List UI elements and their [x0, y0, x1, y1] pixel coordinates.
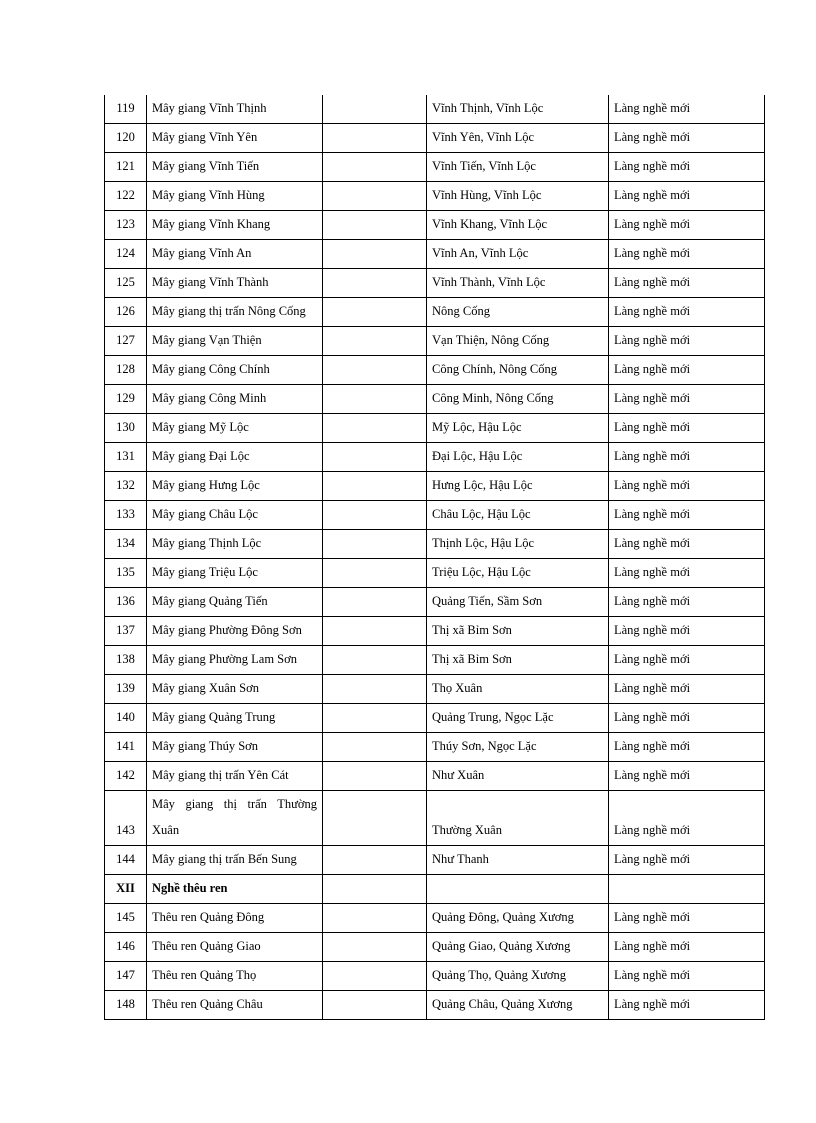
table-row — [105, 991, 765, 1020]
village-status: Làng nghề mới — [609, 124, 765, 153]
table-row — [105, 704, 765, 733]
village-location: Vĩnh Thành, Vĩnh Lộc — [427, 269, 609, 298]
row-number: 134 — [105, 530, 147, 559]
row-number: 129 — [105, 385, 147, 414]
village-location: Hưng Lộc, Hậu Lộc — [427, 472, 609, 501]
village-name: Mây giang Hưng Lộc — [147, 472, 323, 501]
table-row — [105, 472, 765, 501]
blank-cell — [323, 762, 427, 791]
village-name: Thêu ren Quảng Thọ — [147, 962, 323, 991]
row-number: 139 — [105, 675, 147, 704]
table-row — [105, 846, 765, 875]
village-name: Mây giang Công Minh — [147, 385, 323, 414]
table-row — [105, 675, 765, 704]
village-location: Vĩnh Thịnh, Vĩnh Lộc — [427, 95, 609, 124]
village-location: Vĩnh An, Vĩnh Lộc — [427, 240, 609, 269]
village-status: Làng nghề mới — [609, 240, 765, 269]
village-name: Mây giang Vạn Thiện — [147, 327, 323, 356]
village-name: Mây giang Xuân Sơn — [147, 675, 323, 704]
blank-cell — [323, 617, 427, 646]
village-status: Làng nghề mới — [609, 153, 765, 182]
village-status: Làng nghề mới — [609, 904, 765, 933]
row-number: 144 — [105, 846, 147, 875]
table-row — [105, 298, 765, 327]
village-status: Làng nghề mới — [609, 617, 765, 646]
row-number: 119 — [105, 95, 147, 124]
village-name: Mây giang Triệu Lộc — [147, 559, 323, 588]
table-row — [105, 327, 765, 356]
table-row — [105, 733, 765, 762]
blank-cell — [323, 962, 427, 991]
village-status: Làng nghề mới — [609, 501, 765, 530]
row-number: 146 — [105, 933, 147, 962]
village-location: Vĩnh Hùng, Vĩnh Lộc — [427, 182, 609, 211]
table-row — [105, 95, 765, 124]
row-number: 123 — [105, 211, 147, 240]
blank-cell — [323, 933, 427, 962]
blank-cell — [323, 559, 427, 588]
table-row — [105, 269, 765, 298]
village-name: Mây giang Phường Lam Sơn — [147, 646, 323, 675]
village-location: Như Thanh — [427, 846, 609, 875]
row-number: 137 — [105, 617, 147, 646]
table-row — [105, 385, 765, 414]
village-status: Làng nghề mới — [609, 182, 765, 211]
table-row — [105, 211, 765, 240]
village-status: Làng nghề mới — [609, 559, 765, 588]
village-name: Mây giang Vĩnh Thành — [147, 269, 323, 298]
village-status: Làng nghề mới — [609, 472, 765, 501]
village-name: Mây giang thị trấn Thường Xuân — [147, 791, 323, 846]
row-number: 132 — [105, 472, 147, 501]
table-row — [105, 356, 765, 385]
village-name: Mây giang Thúy Sơn — [147, 733, 323, 762]
table-row — [105, 762, 765, 791]
village-status: Làng nghề mới — [609, 211, 765, 240]
row-number: 125 — [105, 269, 147, 298]
table-row — [105, 791, 765, 846]
village-name: Mây giang Đại Lộc — [147, 443, 323, 472]
blank-cell — [323, 240, 427, 269]
row-number: 140 — [105, 704, 147, 733]
village-location: Quảng Đông, Quảng Xương — [427, 904, 609, 933]
village-name: Mây giang Thịnh Lộc — [147, 530, 323, 559]
village-name: Thêu ren Quảng Châu — [147, 991, 323, 1020]
row-number: 135 — [105, 559, 147, 588]
table-row — [105, 501, 765, 530]
village-location: Thị xã Bỉm Sơn — [427, 646, 609, 675]
table-row — [105, 617, 765, 646]
blank-cell — [323, 704, 427, 733]
village-name: Mây giang Vĩnh An — [147, 240, 323, 269]
village-location: Vĩnh Yên, Vĩnh Lộc — [427, 124, 609, 153]
village-location: Vạn Thiện, Nông Cống — [427, 327, 609, 356]
blank-cell — [323, 501, 427, 530]
table-row — [105, 962, 765, 991]
village-name: Mây giang thị trấn Yên Cát — [147, 762, 323, 791]
village-status: Làng nghề mới — [609, 846, 765, 875]
village-location: Quảng Giao, Quảng Xương — [427, 933, 609, 962]
village-name: Mây giang Quảng Tiến — [147, 588, 323, 617]
blank-cell — [323, 733, 427, 762]
blank-cell — [323, 269, 427, 298]
village-status: Làng nghề mới — [609, 385, 765, 414]
table-row — [105, 588, 765, 617]
blank-cell — [323, 588, 427, 617]
village-location: Mỹ Lộc, Hậu Lộc — [427, 414, 609, 443]
blank-cell — [323, 211, 427, 240]
blank-cell — [323, 356, 427, 385]
row-number: 120 — [105, 124, 147, 153]
blank-cell — [323, 385, 427, 414]
row-number: 143 — [105, 791, 147, 846]
blank-cell — [323, 675, 427, 704]
craft-village-table — [104, 95, 765, 1020]
village-status: Làng nghề mới — [609, 95, 765, 124]
village-location: Quảng Thọ, Quảng Xương — [427, 962, 609, 991]
table-row — [105, 904, 765, 933]
village-location: Thị xã Bỉm Sơn — [427, 617, 609, 646]
table-row — [105, 933, 765, 962]
table-row — [105, 414, 765, 443]
village-location — [427, 875, 609, 904]
blank-cell — [323, 124, 427, 153]
village-name: Mây giang Châu Lộc — [147, 501, 323, 530]
village-location: Thịnh Lộc, Hậu Lộc — [427, 530, 609, 559]
row-number: 122 — [105, 182, 147, 211]
row-number: 126 — [105, 298, 147, 327]
row-number: 121 — [105, 153, 147, 182]
village-status: Làng nghề mới — [609, 675, 765, 704]
table-row — [105, 646, 765, 675]
row-number: 145 — [105, 904, 147, 933]
village-name: Mây giang Phường Đông Sơn — [147, 617, 323, 646]
village-location: Thúy Sơn, Ngọc Lặc — [427, 733, 609, 762]
village-status: Làng nghề mới — [609, 298, 765, 327]
table-row — [105, 530, 765, 559]
village-status: Làng nghề mới — [609, 933, 765, 962]
village-name: Mây giang Công Chính — [147, 356, 323, 385]
village-location: Quảng Trung, Ngọc Lặc — [427, 704, 609, 733]
blank-cell — [323, 472, 427, 501]
village-name: Mây giang Vĩnh Khang — [147, 211, 323, 240]
village-status: Làng nghề mới — [609, 530, 765, 559]
village-location: Công Minh, Nông Cống — [427, 385, 609, 414]
village-name: Mây giang Vĩnh Yên — [147, 124, 323, 153]
village-status: Làng nghề mới — [609, 733, 765, 762]
table-row — [105, 124, 765, 153]
row-number: 142 — [105, 762, 147, 791]
blank-cell — [323, 414, 427, 443]
row-number: 131 — [105, 443, 147, 472]
village-status — [609, 875, 765, 904]
table-row — [105, 240, 765, 269]
village-location: Vĩnh Khang, Vĩnh Lộc — [427, 211, 609, 240]
village-name: Mây giang Vĩnh Thịnh — [147, 95, 323, 124]
row-number: 141 — [105, 733, 147, 762]
row-number: 136 — [105, 588, 147, 617]
table-row — [105, 153, 765, 182]
blank-cell — [323, 327, 427, 356]
village-name: Mây giang thị trấn Bến Sung — [147, 846, 323, 875]
village-name: Nghề thêu ren — [147, 875, 323, 904]
blank-cell — [323, 904, 427, 933]
village-location: Thường Xuân — [427, 791, 609, 846]
blank-cell — [323, 846, 427, 875]
village-status: Làng nghề mới — [609, 704, 765, 733]
row-number: 127 — [105, 327, 147, 356]
village-location: Châu Lộc, Hậu Lộc — [427, 501, 609, 530]
blank-cell — [323, 298, 427, 327]
village-name: Thêu ren Quảng Đông — [147, 904, 323, 933]
village-location: Thọ Xuân — [427, 675, 609, 704]
village-name: Mây giang Vĩnh Tiến — [147, 153, 323, 182]
village-status: Làng nghề mới — [609, 646, 765, 675]
village-location: Vĩnh Tiến, Vĩnh Lộc — [427, 153, 609, 182]
row-number: 124 — [105, 240, 147, 269]
village-status: Làng nghề mới — [609, 327, 765, 356]
table-row — [105, 559, 765, 588]
village-location: Nông Cống — [427, 298, 609, 327]
table-row — [105, 182, 765, 211]
blank-cell — [323, 991, 427, 1020]
row-number: 138 — [105, 646, 147, 675]
village-name: Mây giang Quảng Trung — [147, 704, 323, 733]
blank-cell — [323, 646, 427, 675]
village-status: Làng nghề mới — [609, 443, 765, 472]
table-body — [105, 95, 765, 1020]
village-location: Như Xuân — [427, 762, 609, 791]
village-name: Mây giang thị trấn Nông Cống — [147, 298, 323, 327]
blank-cell — [323, 95, 427, 124]
village-name: Mây giang Mỹ Lộc — [147, 414, 323, 443]
blank-cell — [323, 875, 427, 904]
row-number: 148 — [105, 991, 147, 1020]
village-status: Làng nghề mới — [609, 269, 765, 298]
blank-cell — [323, 443, 427, 472]
village-location: Triệu Lộc, Hậu Lộc — [427, 559, 609, 588]
blank-cell — [323, 530, 427, 559]
row-number: 130 — [105, 414, 147, 443]
village-location: Đại Lộc, Hậu Lộc — [427, 443, 609, 472]
row-number: XII — [105, 875, 147, 904]
village-name: Mây giang Vĩnh Hùng — [147, 182, 323, 211]
village-status: Làng nghề mới — [609, 588, 765, 617]
table-row — [105, 443, 765, 472]
row-number: 128 — [105, 356, 147, 385]
village-status: Làng nghề mới — [609, 962, 765, 991]
section-row — [105, 875, 765, 904]
village-status: Làng nghề mới — [609, 762, 765, 791]
row-number: 133 — [105, 501, 147, 530]
village-location: Quảng Tiến, Sầm Sơn — [427, 588, 609, 617]
village-status: Làng nghề mới — [609, 991, 765, 1020]
blank-cell — [323, 182, 427, 211]
village-status: Làng nghề mới — [609, 791, 765, 846]
village-status: Làng nghề mới — [609, 356, 765, 385]
row-number: 147 — [105, 962, 147, 991]
village-status: Làng nghề mới — [609, 414, 765, 443]
village-name: Thêu ren Quảng Giao — [147, 933, 323, 962]
blank-cell — [323, 153, 427, 182]
blank-cell — [323, 791, 427, 846]
village-location: Quảng Châu, Quảng Xương — [427, 991, 609, 1020]
village-location: Công Chính, Nông Cống — [427, 356, 609, 385]
